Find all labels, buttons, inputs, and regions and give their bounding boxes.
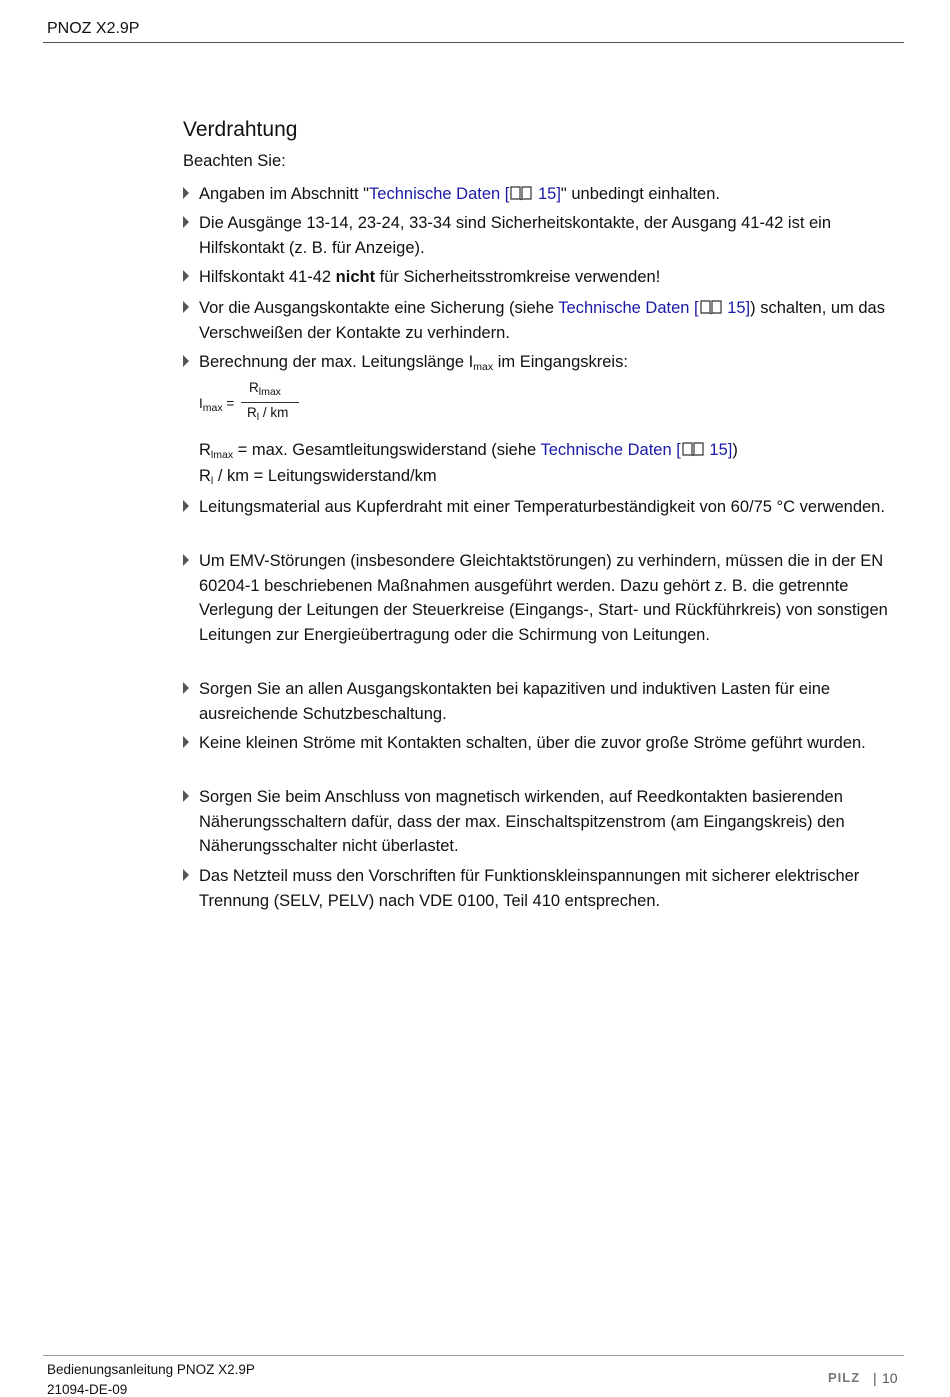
list-item: Berechnung der max. Leitungslänge $I_{max}$ im Eingangskreis: (183, 350, 898, 375)
page-separator: | (873, 1370, 877, 1386)
list-item: Um EMV-Störungen (insbesondere Gleichtaktstörungen) zu verhindern, müssen die in der EN 60204-1 beschriebenen Maßnahmen ausgeführt werden. Dazu gehört z. B. die getrennte Verlegung der Leitungen der Steuerkreise (Eingangs-, Start- und Rückführkreis) von sonstigen Leitungen zur Energieübertragung oder die Schirmung von Leitungen. (183, 549, 898, 647)
book-icon (510, 185, 532, 201)
technical-data-link[interactable]: Technische Daten [ 15] (558, 299, 751, 317)
formula-lhs: $I_{max}$ = (199, 396, 235, 414)
bullet-arrow-icon (183, 682, 189, 694)
line-length-formula (199, 378, 319, 428)
book-icon (700, 299, 722, 315)
list-item: Die Ausgänge 13-14, 23-24, 33-34 sind Sicherheitskontakte, der Ausgang 41-42 ist ein Hilfskontakt (z. B. für Anzeige). (183, 211, 898, 260)
bullet-arrow-icon (183, 790, 189, 802)
intro-text: Beachten Sie: (183, 152, 286, 170)
technical-data-link[interactable]: Technische Daten [ 15] (369, 185, 561, 203)
list-item: Sorgen Sie beim Anschluss von magnetisch wirkenden, auf Reedkontakten basierenden Näherungsschaltern dafür, dass der max. Einschaltspitzenstrom (am Eingangskreis) den Näherungsschalter nicht überlastet. (183, 785, 898, 859)
page-number: 10 (882, 1370, 898, 1386)
list-item: Hilfskontakt 41-42 nicht für Sicherheitsstromkreise verwenden! (183, 265, 898, 290)
bullet-arrow-icon (183, 187, 189, 199)
fraction-bar (241, 402, 299, 403)
footer-divider (43, 1355, 904, 1356)
bullet-arrow-icon (183, 355, 189, 367)
bullet-arrow-icon (183, 301, 189, 313)
bullet-arrow-icon (183, 869, 189, 881)
bullet-arrow-icon (183, 500, 189, 512)
formula-numerator: $R_{lmax}$ (249, 380, 281, 398)
list-item: Das Netzteil muss den Vorschriften für Funktionskleinspannungen mit sicherer elektrischer Trennung (SELV, PELV) nach VDE 0100, Teil 410 entsprechen. (183, 864, 898, 913)
technical-data-link[interactable]: Technische Daten [ 15] (540, 441, 733, 459)
footer-document-code: 21094-DE-09 (47, 1382, 128, 1397)
definition-rlmax: $R_{lmax} = \max$. Gesamtleitungswiderstand (siehe Technische Daten [ 15]) (199, 441, 738, 461)
section-title: Verdrahtung (183, 118, 298, 141)
list-item: Leitungsmaterial aus Kupferdraht mit einer Temperaturbeständigkeit von 60/75 °C verwenden. (183, 495, 898, 520)
bullet-arrow-icon (183, 554, 189, 566)
list-item: Keine kleinen Ströme mit Kontakten schalten, über die zuvor große Ströme geführt wurden. (183, 731, 898, 756)
formula-denominator: $R_l$ / km (247, 405, 289, 423)
header-title: PNOZ X2.9P (47, 20, 140, 37)
definition-rl: $R_l$ / km = Leitungswiderstand/km (199, 467, 437, 487)
list-item: Vor die Ausgangskontakte eine Sicherung (siehe Technische Daten [ 15]) schalten, um das Verschweißen der Kontakte zu verhindern. (183, 296, 898, 345)
list-item: Sorgen Sie an allen Ausgangskontakten bei kapazitiven und induktiven Lasten für eine ausreichende Schutzbeschaltung. (183, 677, 898, 726)
list-item: Angaben im Abschnitt "Technische Daten [ 15]" unbedingt einhalten. (183, 182, 898, 207)
header-divider (43, 42, 904, 43)
bullet-arrow-icon (183, 270, 189, 282)
bullet-arrow-icon (183, 736, 189, 748)
pilz-logo: PILZ (828, 1370, 861, 1385)
footer-document-title: Bedienungsanleitung PNOZ X2.9P (47, 1362, 255, 1377)
bullet-arrow-icon (183, 216, 189, 228)
book-icon (682, 441, 704, 457)
